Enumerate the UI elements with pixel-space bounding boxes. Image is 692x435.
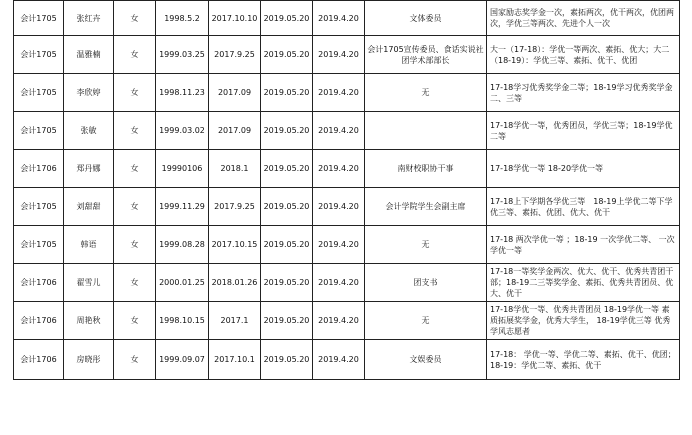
remarks-cell: 国家励志奖学金一次，素拓两次，优干两次，优团两次，学优三等两次、先进个人一次 [487,1,680,36]
gender-cell: 女 [114,1,156,36]
birthdate-cell: 1999.03.25 [156,36,209,74]
table-row [14,74,680,112]
remarks-cell: 17-18学优一等、优秀共青团员 18-19学优一等 素质拓展奖学金，优秀大学生， 18-19学优三等 优秀学风志愿者 [487,302,680,340]
date1-cell: 2019.05.20 [261,112,313,150]
remarks-cell: 17-18学习优秀奖学金二等；18-19学习优秀奖学金二、三等 [487,74,680,112]
date1-cell: 2019.05.20 [261,188,313,226]
role-cell: 文体委员 [365,1,487,36]
class-cell: 会计1705 [14,74,64,112]
remarks-cell: 17-18一等奖学金两次、优大、优干、优秀共青团干部；18-19二三等奖学金、素拓、优秀共青团员、优大、优干 [487,264,680,302]
enroll-date-cell: 2017.9.25 [209,36,261,74]
birthdate-cell: 1999.03.02 [156,112,209,150]
birthdate-cell: 1999.09.07 [156,340,209,380]
gender-cell: 女 [114,150,156,188]
table-body [14,1,680,380]
enroll-date-cell: 2018.1 [209,150,261,188]
date2-cell: 2019.4.20 [313,264,365,302]
gender-cell: 女 [114,74,156,112]
class-cell: 会计1706 [14,302,64,340]
date1-cell: 2019.05.20 [261,1,313,36]
remarks-cell: 17-18： 学优一等、学优二等、素拓、优干、优团；18-19：学优二等、素拓、优干 [487,340,680,380]
birthdate-cell: 19990106 [156,150,209,188]
role-cell [365,112,487,150]
date2-cell: 2019.4.20 [313,188,365,226]
name-cell: 张红卉 [64,1,114,36]
name-cell: 韩语 [64,226,114,264]
birthdate-cell: 1998.10.15 [156,302,209,340]
date1-cell: 2019.05.20 [261,264,313,302]
date1-cell: 2019.05.20 [261,36,313,74]
class-cell: 会计1705 [14,226,64,264]
date2-cell: 2019.4.20 [313,1,365,36]
class-cell: 会计1706 [14,150,64,188]
gender-cell: 女 [114,188,156,226]
date2-cell: 2019.4.20 [313,302,365,340]
role-cell: 团支书 [365,264,487,302]
enroll-date-cell: 2017.09 [209,74,261,112]
remarks-cell: 17-18上下学期各学优三等 18-19上学优二等下学优三等、素拓、优团、优大、优干 [487,188,680,226]
class-cell: 会计1706 [14,264,64,302]
enroll-date-cell: 2018.01.26 [209,264,261,302]
gender-cell: 女 [114,112,156,150]
gender-cell: 女 [114,36,156,74]
gender-cell: 女 [114,264,156,302]
date1-cell: 2019.05.20 [261,74,313,112]
date2-cell: 2019.4.20 [313,226,365,264]
enroll-date-cell: 2017.10.10 [209,1,261,36]
table-row [14,264,680,302]
role-cell: 会计学院学生会副主席 [365,188,487,226]
date1-cell: 2019.05.20 [261,150,313,188]
date2-cell: 2019.4.20 [313,74,365,112]
name-cell: 翟雪儿 [64,264,114,302]
remarks-cell: 17-18学优一等，优秀团员，学优三等；18-19学优二等 [487,112,680,150]
name-cell: 郑丹娜 [64,150,114,188]
role-cell: 南财校职协干事 [365,150,487,188]
enroll-date-cell: 2017.09 [209,112,261,150]
enroll-date-cell: 2017.9.25 [209,188,261,226]
date1-cell: 2019.05.20 [261,340,313,380]
name-cell: 房晓彤 [64,340,114,380]
enroll-date-cell: 2017.10.1 [209,340,261,380]
table-row [14,302,680,340]
date2-cell: 2019.4.20 [313,150,365,188]
data-sheet [13,0,679,428]
class-cell: 会计1706 [14,340,64,380]
role-cell: 无 [365,302,487,340]
remarks-cell: 17-18 两次学优一等 ；18-19 一次学优二等、 一次学优一等 [487,226,680,264]
name-cell: 张敏 [64,112,114,150]
gender-cell: 女 [114,302,156,340]
class-cell: 会计1705 [14,112,64,150]
role-cell: 文娱委员 [365,340,487,380]
table-row [14,150,680,188]
name-cell: 李欣婷 [64,74,114,112]
name-cell: 刘甜甜 [64,188,114,226]
gender-cell: 女 [114,340,156,380]
table-row [14,340,680,380]
birthdate-cell: 1999.11.29 [156,188,209,226]
name-cell: 温雅楠 [64,36,114,74]
table-row [14,112,680,150]
role-cell: 无 [365,226,487,264]
date2-cell: 2019.4.20 [313,340,365,380]
date1-cell: 2019.05.20 [261,226,313,264]
birthdate-cell: 1998.11.23 [156,74,209,112]
gender-cell: 女 [114,226,156,264]
role-cell: 无 [365,74,487,112]
table-row [14,188,680,226]
student-table [13,0,680,380]
date2-cell: 2019.4.20 [313,36,365,74]
name-cell: 周艳秋 [64,302,114,340]
enroll-date-cell: 2017.1 [209,302,261,340]
enroll-date-cell: 2017.10.15 [209,226,261,264]
birthdate-cell: 1998.5.2 [156,1,209,36]
class-cell: 会计1705 [14,36,64,74]
birthdate-cell: 2000.01.25 [156,264,209,302]
remarks-cell: 17-18学优一等 18-20学优一等 [487,150,680,188]
birthdate-cell: 1999.08.28 [156,226,209,264]
date1-cell: 2019.05.20 [261,302,313,340]
class-cell: 会计1705 [14,188,64,226]
table-row [14,36,680,74]
remarks-cell: 大一（17-18）：学优一等两次、素拓、优大；大二（18-19）：学优三等、素拓、优干、优团 [487,36,680,74]
class-cell: 会计1705 [14,1,64,36]
date2-cell: 2019.4.20 [313,112,365,150]
role-cell: 会计1705宣传委员、食话实说社团学术部部长 [365,36,487,74]
table-row [14,1,680,36]
table-row [14,226,680,264]
